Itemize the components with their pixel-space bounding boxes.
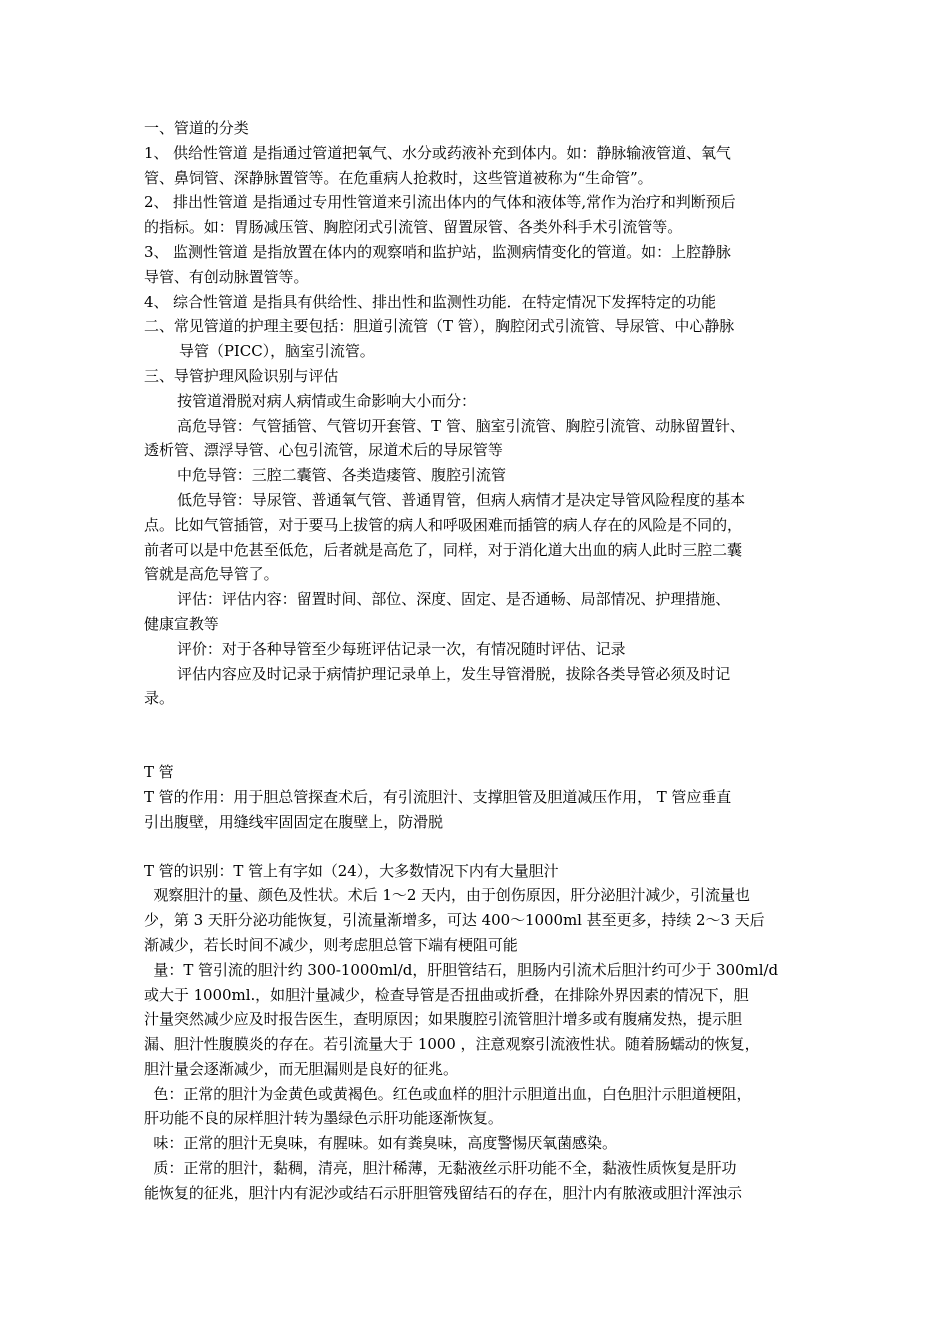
section-1-heading: 一、管道的分类 — [144, 119, 249, 137]
body-line: 评估：评估内容：留置时间、部位、深度、固定、是否通畅、局部情况、护理措施、 — [177, 590, 731, 609]
item-text: 综合性管道 是指具有供给性、排出性和监测性功能．在特定情况下发挥特定的功能 — [173, 292, 716, 311]
t-tube-title: T 管 — [144, 763, 174, 782]
body-line: 胆汁量会逐渐减少，而无胆漏则是良好的征兆。 — [144, 1059, 458, 1078]
body-line: 评估内容应及时记录于病情护理记录单上，发生导管滑脱，拔除各类导管必须及时记 — [177, 664, 731, 683]
t-tube-purpose-line: T 管的作用：用于胆总管探查术后，有引流胆汁、支撑胆管及胆道减压作用， T 管应垂直 — [144, 787, 732, 806]
classification-item-3 — [144, 240, 810, 290]
classification-item-4 — [144, 290, 810, 315]
classification-item-1 — [144, 141, 810, 191]
body-line: 渐减少，若长时间不减少，则考虑胆总管下端有梗阻可能 — [144, 935, 518, 954]
classification-item-2 — [144, 190, 810, 240]
body-line: 肝功能不良的尿样胆汁转为墨绿色示肝功能逐渐恢复。 — [144, 1109, 503, 1128]
body-line: 少，第 3 天肝分泌功能恢复，引流量渐增多，可达 400～1000ml 甚至更多，持续 2～3 天后 — [144, 911, 765, 930]
item-text: 供给性管道 是指通过管道把氧气、水分或药液补充到体内。如：静脉输液管道、氧气 — [173, 143, 731, 162]
body-line: 中危导管：三腔二囊管、各类造瘘管、腹腔引流管 — [177, 466, 506, 485]
body-line: 健康宣教等 — [144, 614, 219, 633]
item-number: 4、 — [144, 292, 169, 311]
body-line: 低危导管：导尿管、普通氧气管、普通胃管，但病人病情才是决定导管风险程度的基本 — [177, 490, 746, 509]
section-3-heading: 三、导管护理风险识别与评估 — [144, 366, 339, 385]
body-line: 评价：对于各种导管至少每班评估记录一次，有情况随时评估、记录 — [177, 639, 626, 658]
body-line: 前者可以是中危甚至低危，后者就是高危了，同样，对于消化道大出血的病人此时三腔二囊 — [144, 540, 743, 559]
item-text: 排出性管道 是指通过专用性管道来引流出体内的气体和液体等,常作为治疗和判断预后 — [173, 193, 736, 212]
t-tube-purpose-line: 引出腹壁，用缝线牢固固定在腹壁上，防滑脱 — [144, 812, 444, 831]
body-line: T 管的识别：T 管上有字如（24），大多数情况下内有大量胆汁 — [144, 861, 559, 880]
body-line: 味：正常的胆汁无臭味，有腥味。如有粪臭味，高度警惕厌氧菌感染。 — [144, 1134, 617, 1153]
section-spacer — [144, 711, 810, 760]
item-text-continued: 导管、有创动脉置管等。 — [144, 267, 309, 286]
paragraph-spacer — [144, 835, 810, 859]
item-number: 2、 — [144, 193, 169, 212]
item-text-continued: 的指标。如：胃肠减压管、胸腔闭式引流管、留置尿管、各类外科手术引流管等。 — [144, 218, 683, 237]
item-text-continued: 管、鼻饲管、深静脉置管等。在危重病人抢救时，这些管道被称为“生命管”。 — [144, 168, 653, 187]
document-body — [144, 116, 810, 1206]
body-line: 色：正常的胆汁为金黄色或黄褐色。红色或血样的胆汁示胆道出血，白色胆汁示胆道梗阻， — [144, 1084, 752, 1103]
t-tube-details — [144, 859, 810, 1206]
body-line: 录。 — [144, 689, 174, 708]
body-line: 汁量突然减少应及时报告医生，查明原因；如果腹腔引流管胆汁增多或有腹痛发热，提示胆 — [144, 1010, 743, 1029]
body-line: 管就是高危导管了。 — [144, 565, 279, 584]
body-line: 漏、胆汁性腹膜炎的存在。若引流量大于 1000 ，注意观察引流液性状。随着肠蠕动的恢复， — [144, 1035, 760, 1054]
body-line: 量：T 管引流的胆汁约 300-1000ml/d，肝胆管结石，胆肠内引流术后胆汁约可少于 300ml/d — [144, 960, 779, 979]
body-line: 能恢复的征兆，胆汁内有泥沙或结石示肝胆管残留结石的存在，胆汁内有脓液或胆汁浑浊示 — [144, 1183, 743, 1202]
body-line: 观察胆汁的量、颜色及性状。术后 1～2 天内，由于创伤原因，肝分泌胆汁减少，引流量也 — [144, 886, 750, 905]
item-number: 3、 — [144, 242, 169, 261]
body-line: 透析管、漂浮导管、心包引流管，尿道术后的导尿管等 — [144, 441, 503, 460]
item-text: 监测性管道 是指放置在体内的观察哨和监护站，监测病情变化的管道。如：上腔静脉 — [173, 242, 731, 261]
section-2-paragraph — [144, 314, 810, 364]
body-line: 点。比如气管插管，对于要马上拔管的病人和呼吸困难而插管的病人存在的风险是不同的， — [144, 515, 743, 534]
section-2-line: 二、常见管道的护理主要包括：胆道引流管（T 管），胸腔闭式引流管、导尿管、中心静脉 — [144, 317, 735, 336]
item-number: 1、 — [144, 143, 169, 162]
body-line: 高危导管：气管插管、气管切开套管、T 管、脑室引流管、胸腔引流管、动脉留置针、 — [177, 416, 745, 435]
section-3-body — [144, 389, 810, 711]
body-line: 质：正常的胆汁，黏稠，清亮，胆汁稀薄，无黏液丝示肝功能不全，黏液性质恢复是肝功 — [144, 1159, 737, 1178]
section-2-line: 导管（PICC），脑室引流管。 — [179, 342, 375, 361]
body-line: 或大于 1000ml.，如胆汁量减少，检查导管是否扭曲或折叠，在排除外界因素的情况下，胆 — [144, 985, 749, 1004]
body-line: 按管道滑脱对病人病情或生命影响大小而分： — [177, 391, 477, 410]
